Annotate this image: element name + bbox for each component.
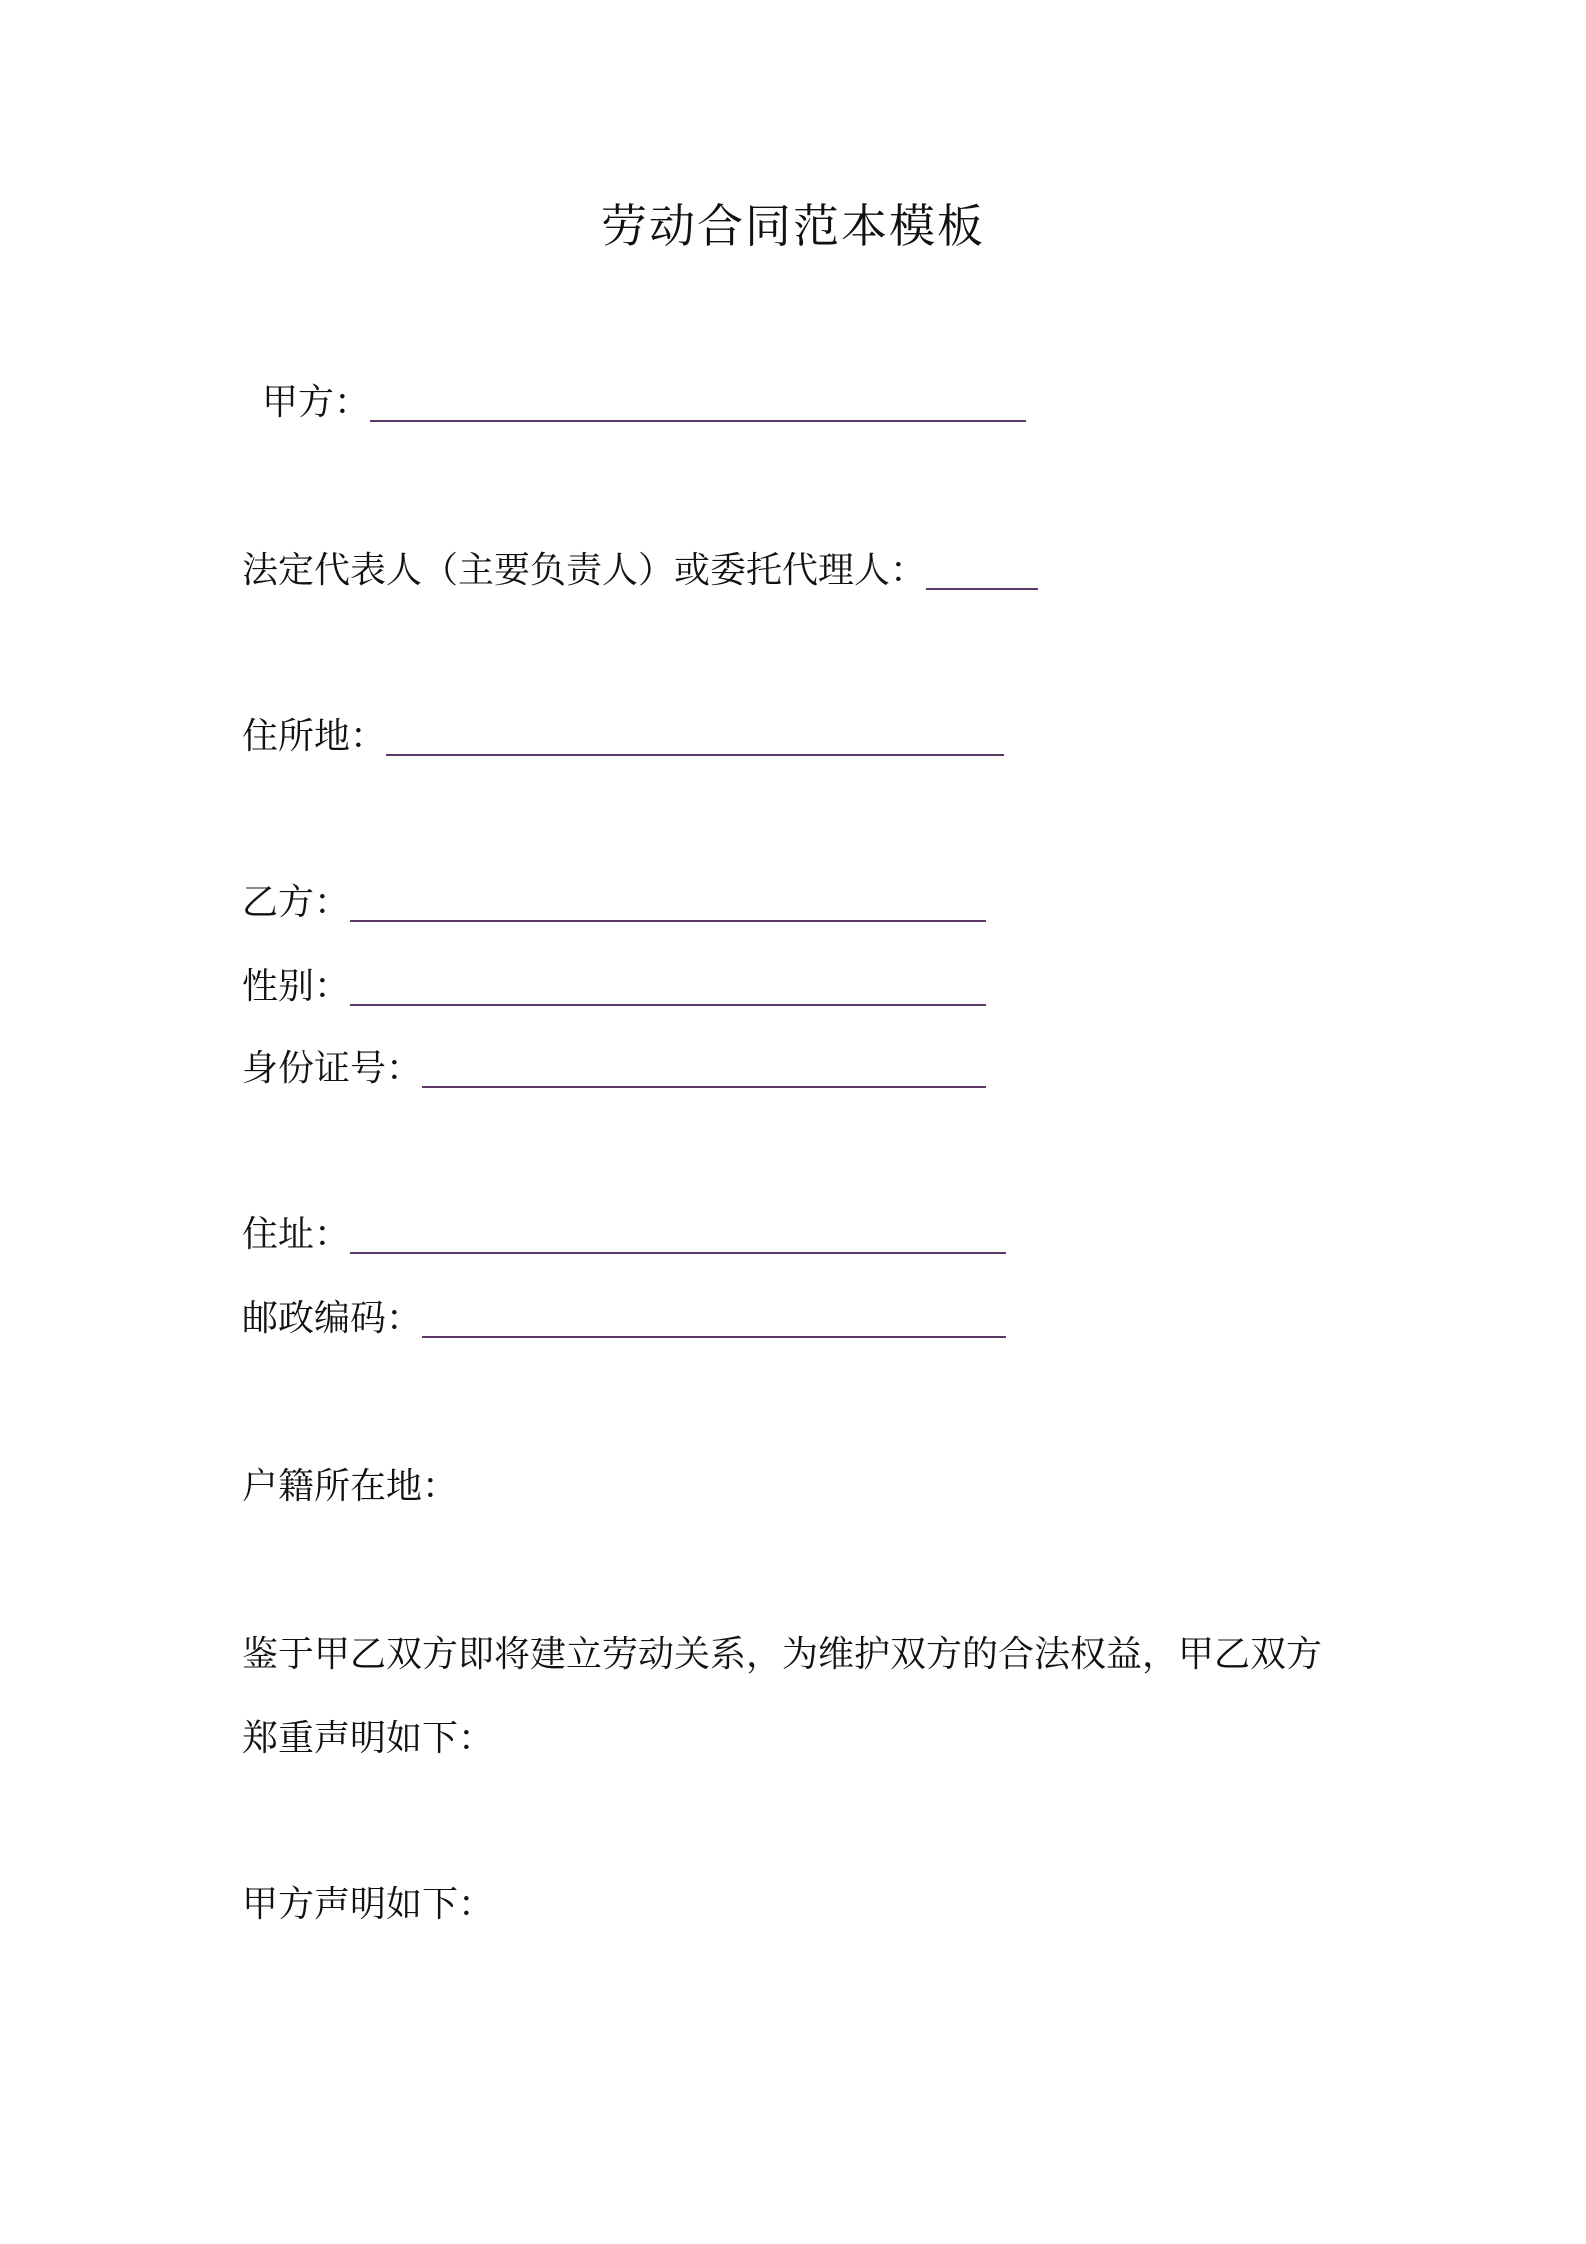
id-number-row <box>242 1044 986 1094</box>
address-b-row <box>242 1210 1006 1260</box>
gender-blank[interactable] <box>350 966 986 1006</box>
party-b-blank[interactable] <box>350 882 986 922</box>
address-a-blank[interactable] <box>386 716 1004 756</box>
legal-rep-label: 法定代表人（主要负责人）或委托代理人： <box>242 550 927 591</box>
postal-code-label: 邮政编码： <box>242 1298 423 1339</box>
household-registration-label: 户籍所在地： <box>242 1466 459 1507</box>
address-a-label: 住所地： <box>242 716 387 757</box>
gender-row <box>242 962 986 1012</box>
household-registration-row <box>242 1462 458 1512</box>
legal-rep-row <box>242 546 1038 596</box>
id-number-blank[interactable] <box>422 1048 986 1088</box>
id-number-label: 身份证号： <box>242 1048 423 1089</box>
party-a-declaration: 甲方声明如下： <box>242 1884 495 1925</box>
preamble-line-1: 鉴于甲乙双方即将建立劳动关系，为维护双方的合法权益，甲乙双方 <box>242 1634 1323 1675</box>
party-b-label: 乙方： <box>242 882 351 923</box>
postal-code-blank[interactable] <box>422 1298 1006 1338</box>
party-b-row <box>242 878 986 928</box>
postal-code-row <box>242 1294 1006 1344</box>
legal-rep-blank[interactable] <box>926 550 1038 590</box>
party-a-label: 甲方： <box>262 382 371 423</box>
preamble-line-2: 郑重声明如下： <box>242 1718 495 1759</box>
document-title: 劳动合同范本模板 <box>601 199 985 253</box>
gender-label: 性别： <box>242 966 351 1007</box>
address-a-row <box>242 712 1004 762</box>
party-a-blank[interactable] <box>370 382 1026 422</box>
address-b-label: 住址： <box>242 1214 351 1255</box>
party-a-row <box>262 378 1026 428</box>
address-b-blank[interactable] <box>350 1214 1006 1254</box>
